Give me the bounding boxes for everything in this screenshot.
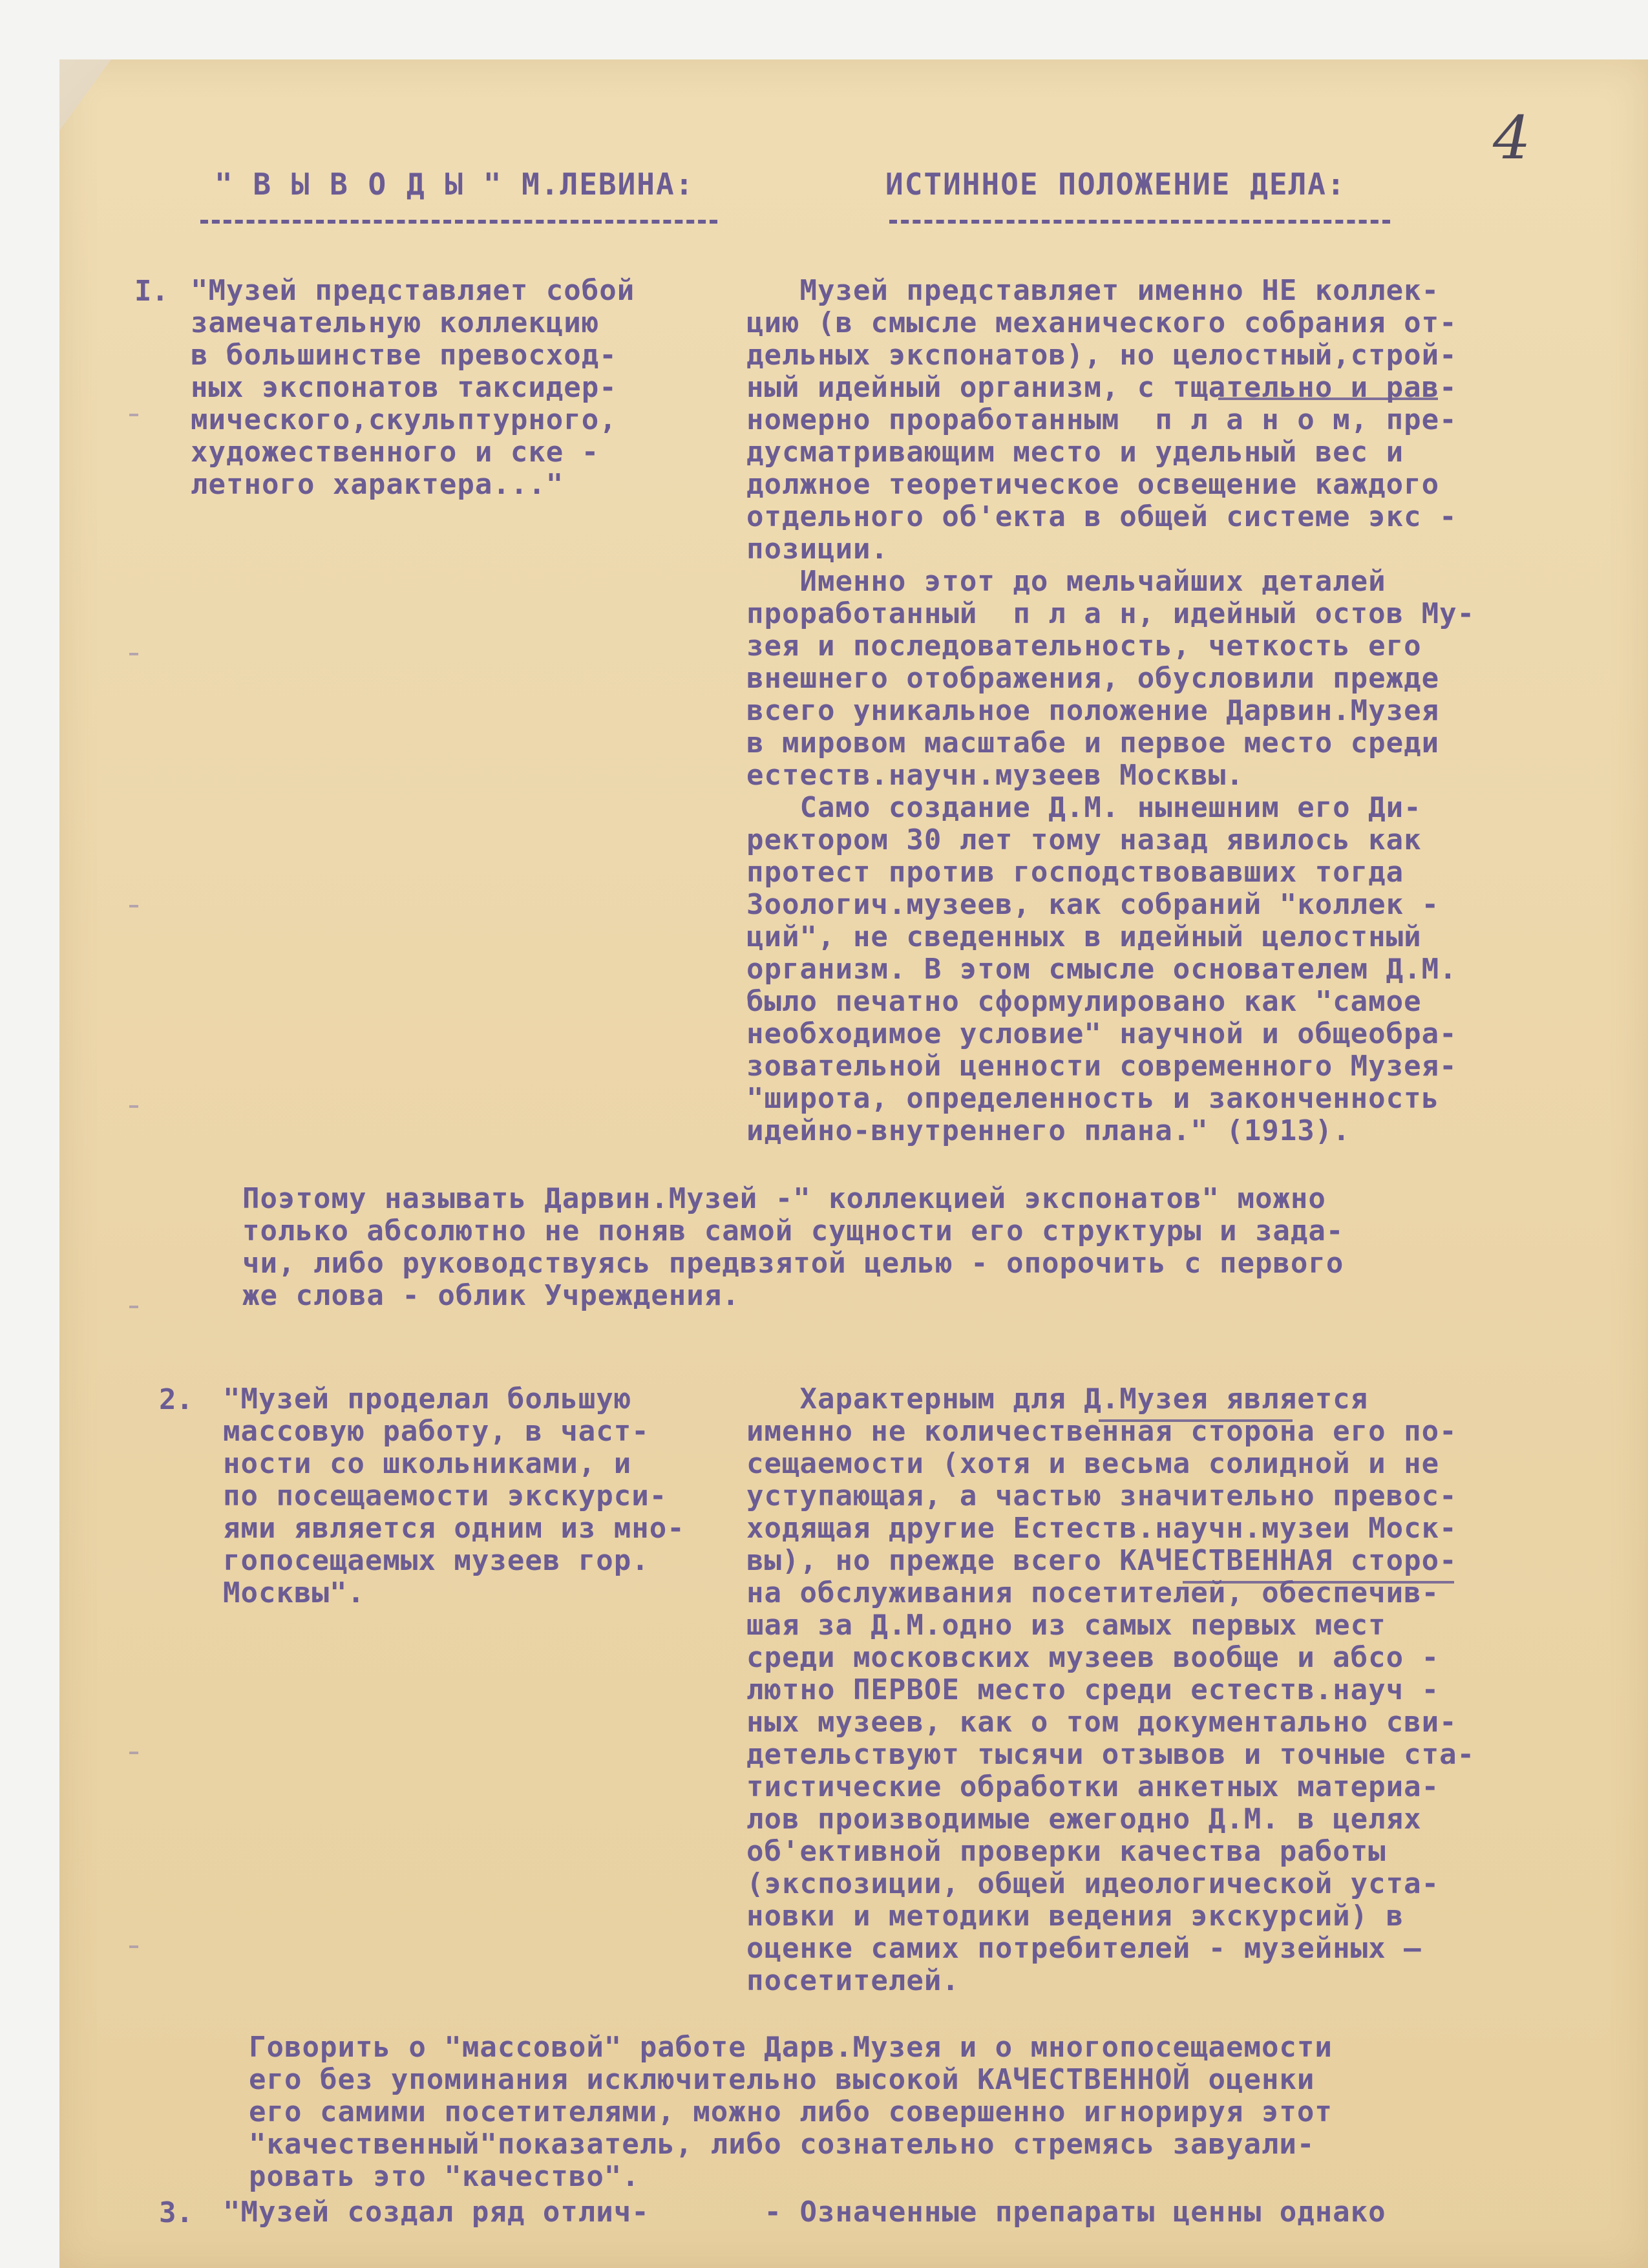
text-line: в большинстве превосход-	[191, 339, 617, 372]
text-line: его без упоминания исключительно высокой КАЧЕСТВЕННОЙ оценки	[249, 2063, 1315, 2096]
rebuttal-text	[746, 2196, 1386, 2229]
text-line: зовательной ценности современного Музея-	[746, 1050, 1457, 1083]
text-line: гопосещаемых музеев гор.	[223, 1544, 650, 1577]
text-line: отдельного об'екта в общей системе экс -	[746, 500, 1457, 533]
margin-tick	[129, 1945, 138, 1948]
text-line: "качественный"показатель, либо сознательно стремясь завуали-	[249, 2128, 1315, 2161]
text-line: зея и последовательность, четкость его	[746, 630, 1422, 662]
margin-tick	[129, 1105, 138, 1108]
section-number: I.	[134, 275, 169, 308]
text-line: проработанный п л а н, идейный остов Му-	[746, 597, 1475, 630]
text-line: посетителей.	[746, 1964, 960, 1997]
underline-mark	[1099, 1419, 1293, 1422]
text-line: детельствуют тысячи отзывов и точные ста-	[746, 1738, 1475, 1771]
section-number: 2.	[159, 1383, 193, 1416]
text-line: лов производимые ежегодно Д.М. в целях	[746, 1803, 1422, 1836]
text-line: шая за Д.М.одно из самых первых мест	[746, 1609, 1386, 1642]
text-line: "широта, определенность и законченность	[746, 1082, 1440, 1115]
left-heading-underline	[200, 220, 717, 224]
margin-tick	[129, 653, 138, 655]
levin-quote	[223, 2196, 650, 2229]
text-line: об'ективной проверки качества работы	[746, 1835, 1386, 1868]
margin-tick	[129, 414, 138, 416]
text-line: Москвы".	[223, 1576, 365, 1609]
text-line: его самими посетителями, можно либо совершенно игнорируя этот	[249, 2095, 1333, 2128]
text-line: дусматривающим место и удельный вес и	[746, 436, 1404, 469]
text-line: "Музей проделал большую	[223, 1383, 632, 1415]
text-line: всего уникальное положение Дарвин.Музея	[746, 694, 1440, 727]
text-line: чи, либо руководствуясь предвзятой целью - опорочить с первого	[242, 1247, 1344, 1280]
text-line: (экспозиции, общей идеологической уста-	[746, 1867, 1440, 1900]
text-line: Характерным для Д.Музея является	[746, 1383, 1369, 1415]
levin-quote	[223, 1383, 685, 1609]
text-line: Зоологич.музеев, как собраний "коллек -	[746, 888, 1440, 921]
text-line: художественного и ске -	[191, 436, 600, 469]
section-conclusion	[242, 1183, 1344, 1312]
text-line: должное теоретическое освещение каждого	[746, 468, 1440, 501]
text-line: "Музей создал ряд отлич-	[223, 2196, 650, 2229]
text-line: ректором 30 лет тому назад явилось как	[746, 823, 1422, 856]
text-line: организм. В этом смысле основателем Д.М.	[746, 953, 1457, 986]
text-line: на обслуживания посетителей, обеспечив-	[746, 1576, 1440, 1609]
text-line: идейно-внутреннего плана." (1913).	[746, 1114, 1351, 1147]
text-line: ных музеев, как о том документально сви-	[746, 1706, 1457, 1739]
text-line: среди московских музеев вообще и абсо -	[746, 1641, 1440, 1674]
text-line: - Означенные препараты ценны однако	[746, 2196, 1386, 2229]
text-line: оценке самих потребителей - музейных —	[746, 1932, 1422, 1965]
text-line: вы), но прежде всего КАЧЕСТВЕННАЯ сторо-	[746, 1544, 1457, 1577]
text-line: было печатно сформулировано как "самое	[746, 985, 1422, 1018]
text-line: естеств.научн.музеев Москвы.	[746, 759, 1244, 792]
text-line: Именно этот до мельчайших деталей	[746, 565, 1386, 598]
text-line: по посещаемости экскурси-	[223, 1479, 668, 1512]
underline-mark	[1183, 1581, 1454, 1584]
text-line: Поэтому называть Дарвин.Музей -" коллекцией экспонатов" можно	[242, 1182, 1326, 1215]
text-line: Музей представляет именно НЕ коллек-	[746, 274, 1440, 307]
text-line: Говорить о "массовой" работе Дарв.Музея и о многопосещаемости	[249, 2031, 1333, 2064]
underline-mark	[1218, 397, 1438, 400]
text-line: только абсолютно не поняв самой сущности его структуры и зада-	[242, 1214, 1344, 1247]
text-line: ный идейный организм, с тщательно и рав-	[746, 371, 1457, 404]
rebuttal-text	[746, 275, 1475, 1147]
text-line: именно не количественная сторона его по-	[746, 1415, 1457, 1448]
section-number: 3.	[159, 2196, 193, 2229]
text-line: летного характера..."	[191, 468, 564, 501]
text-line: номерно проработанным п л а н о м, пре-	[746, 403, 1457, 436]
text-line: ходящая другие Естеств.научн.музеи Моск-	[746, 1512, 1457, 1545]
text-line: внешнего отображения, обусловили прежде	[746, 662, 1440, 695]
left-column-heading: " В Ы В О Д Ы " М.ЛЕВИНА:	[215, 167, 695, 202]
text-line: уступающая, а частью значительно превос-	[746, 1479, 1457, 1512]
text-line: "Музей представляет собой	[191, 274, 635, 307]
text-line: лютно ПЕРВОЕ место среди естеств.науч -	[746, 1673, 1440, 1706]
text-line: необходимое условие" научной и общеобра-	[746, 1017, 1457, 1050]
levin-quote	[191, 275, 635, 501]
text-line: тистические обработки анкетных материа-	[746, 1770, 1440, 1803]
right-heading-underline	[889, 220, 1390, 224]
text-line: цию (в смысле механического собрания от-	[746, 306, 1457, 339]
text-line: ровать это "качество".	[249, 2160, 640, 2193]
text-line: ций", не сведенных в идейный целостный	[746, 920, 1422, 953]
text-line: Само создание Д.М. нынешним его Ди-	[746, 791, 1422, 824]
text-line: в мировом масштабе и первое место среди	[746, 726, 1440, 759]
text-line: массовую работу, в част-	[223, 1415, 650, 1448]
rebuttal-text	[746, 1383, 1475, 1997]
margin-tick	[129, 905, 138, 907]
text-line: же слова - облик Учреждения.	[242, 1279, 740, 1312]
margin-tick	[129, 1752, 138, 1754]
text-line: дельных экспонатов), но целостный,строй-	[746, 339, 1457, 372]
text-line: ности со школьниками, и	[223, 1447, 632, 1480]
right-column-heading: ИСТИННОЕ ПОЛОЖЕНИЕ ДЕЛА:	[885, 167, 1346, 202]
text-line: позиции.	[746, 533, 889, 566]
text-line: ями является одним из мно-	[223, 1512, 685, 1545]
text-line: новки и методики ведения экскурсий) в	[746, 1900, 1404, 1933]
text-line: ных экспонатов таксидер-	[191, 371, 617, 404]
text-line: замечательную коллекцию	[191, 306, 600, 339]
text-line: сещаемости (хотя и весьма солидной и не	[746, 1447, 1440, 1480]
margin-tick	[129, 1306, 138, 1308]
page-number: 4	[1493, 103, 1531, 173]
text-line: мического,скульптурного,	[191, 403, 617, 436]
text-line: протест против господствовавших тогда	[746, 856, 1404, 889]
section-conclusion	[249, 2031, 1333, 2193]
